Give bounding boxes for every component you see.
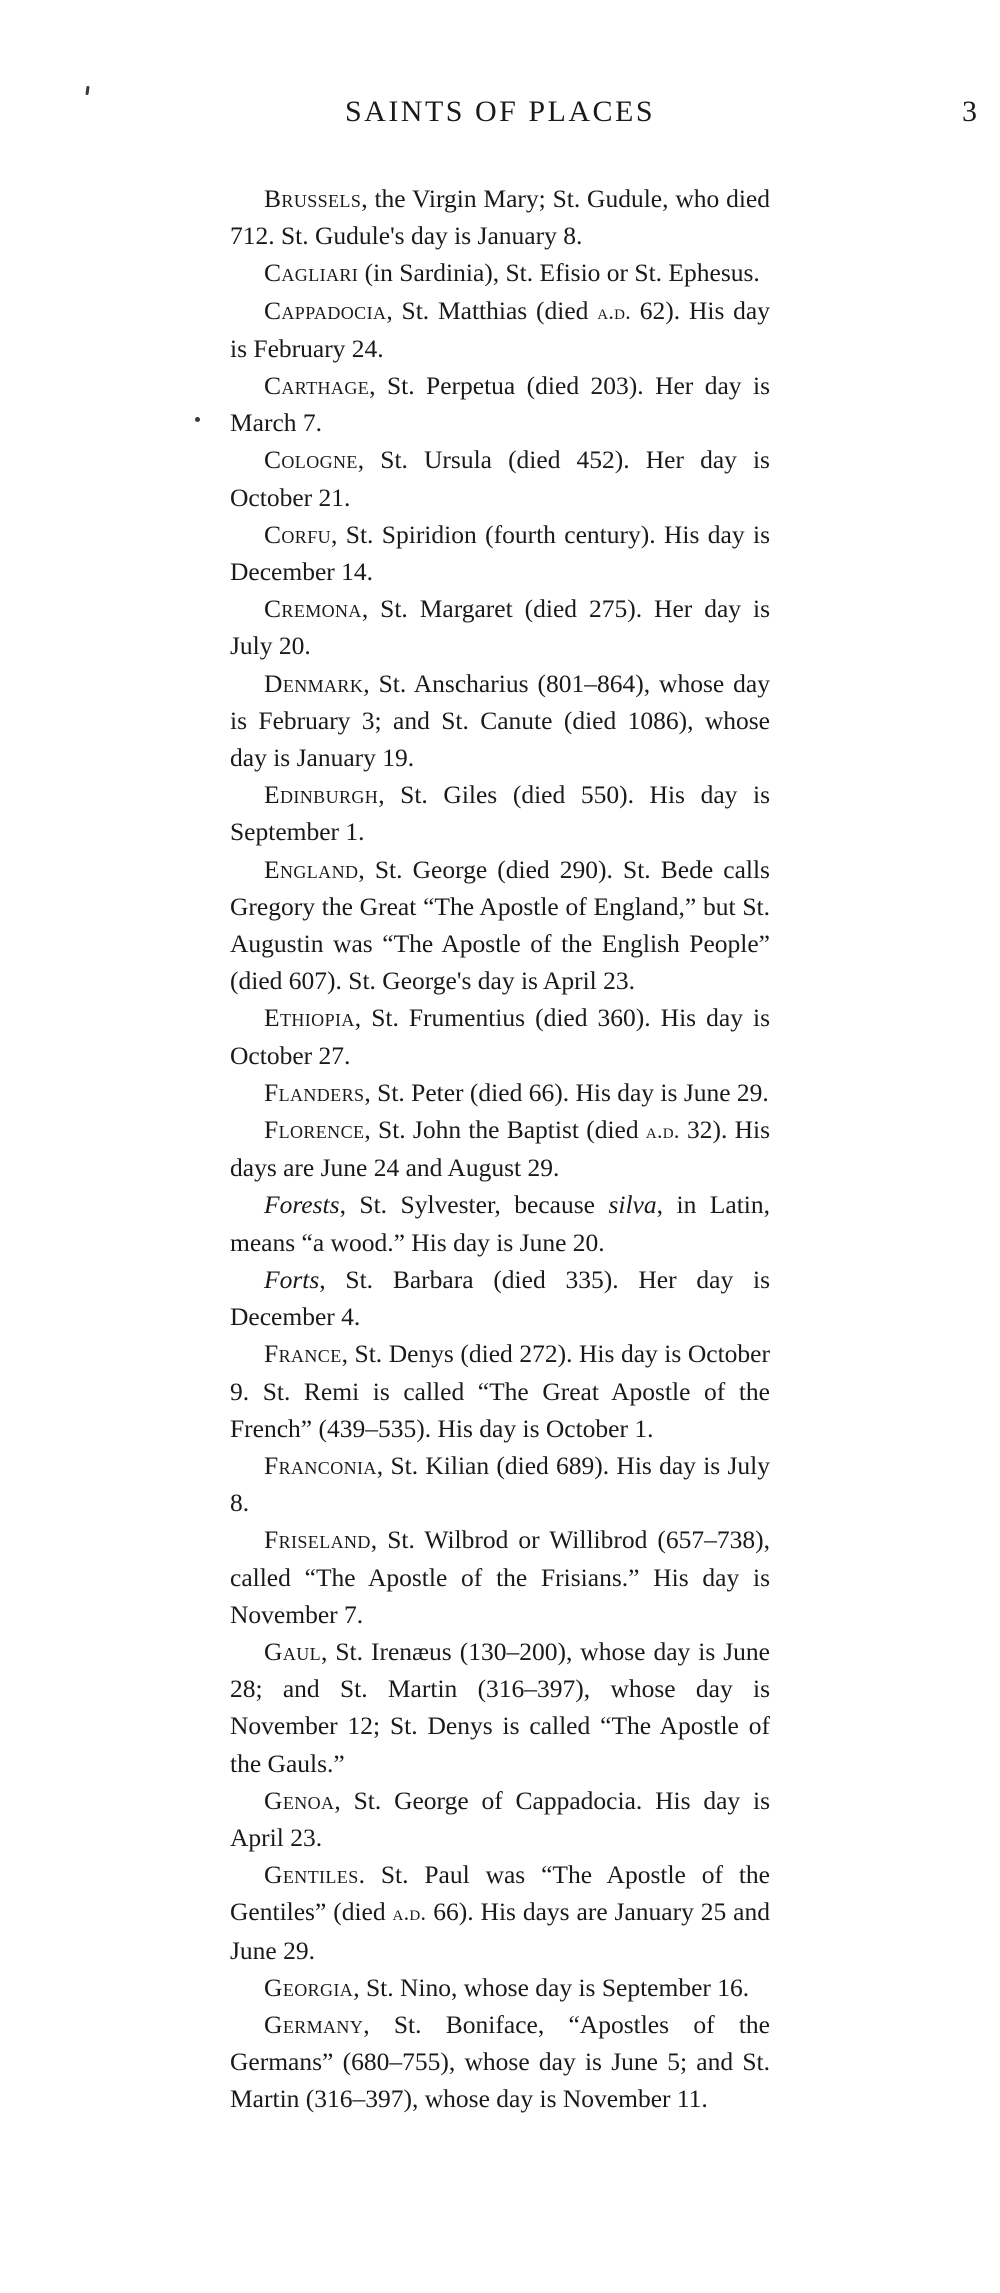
entry-text: , St. Giles (died 550). His day is September 1. xyxy=(230,780,770,847)
entry-headword: Friseland xyxy=(264,1525,371,1555)
entry-text: . St. Paul was “The Apostle of the Gentiles” (died xyxy=(230,1860,770,1927)
dictionary-entry xyxy=(230,999,770,1073)
dictionary-entry xyxy=(230,1856,770,1969)
dictionary-entry xyxy=(230,1447,770,1521)
entry-text: , the Virgin Mary; St. Gudule, who died 712. St. Gudule's day is January 8. xyxy=(230,184,770,251)
entry-italic-term: Forts xyxy=(264,1264,320,1294)
entry-headword: Edinburgh xyxy=(264,780,379,810)
entry-headword: France xyxy=(264,1339,342,1369)
entry-headword: Gaul xyxy=(264,1636,322,1666)
entry-text: , St. Barbara (died 335). Her day is December 4. xyxy=(230,1264,770,1332)
entry-text: , St. Ursula (died 452). Her day is October 21. xyxy=(230,445,770,512)
entry-abbreviation: a.d. xyxy=(645,1118,680,1144)
entry-text: , St. John the Baptist (died xyxy=(364,1115,646,1145)
dictionary-entry xyxy=(230,1186,770,1260)
entry-headword: Cappadocia xyxy=(264,295,387,325)
dictionary-entry xyxy=(230,180,770,254)
entry-italic-term: silva xyxy=(608,1190,657,1220)
entry-text: , St. Peter (died 66). His day is June 29. xyxy=(364,1077,769,1107)
entry-text: (in Sardinia), St. Efisio or St. Ephesus. xyxy=(358,258,760,288)
dictionary-entry xyxy=(230,367,770,441)
dictionary-entry xyxy=(230,1782,770,1856)
entry-text: , St. Frumentius (died 360). His day is October 27. xyxy=(230,1003,770,1070)
entry-text: , St. Kilian (died 689). His day is July 8. xyxy=(230,1450,770,1518)
entry-headword: Carthage xyxy=(264,371,370,401)
entry-abbreviation: a.d. xyxy=(392,1900,427,1926)
dictionary-entry xyxy=(230,590,770,664)
entry-headword: Genoa xyxy=(264,1785,335,1815)
entry-headword: Germany xyxy=(264,2009,364,2039)
entry-headword: Brussels xyxy=(264,184,362,213)
entry-text: , St. Nino, whose day is September 16. xyxy=(353,1972,750,2002)
dictionary-entry xyxy=(230,1633,770,1782)
dictionary-entry xyxy=(230,2006,770,2118)
dictionary-entry xyxy=(230,1969,770,2006)
entry-text: , St. Denys (died 272). His day is October 9. St. Remi is called “The Great Apostle of the French” (439–535). His day is October 1. xyxy=(230,1339,770,1443)
dictionary-entry xyxy=(230,292,770,367)
entry-headword: Florence xyxy=(264,1115,365,1145)
page-number: 3 xyxy=(962,95,978,128)
entry-text: , St. Wilbrod or Willibrod (657–738), called “The Apostle of the Frisians.” His day is November 7. xyxy=(230,1525,770,1629)
entry-text: , St. Perpetua (died 203). Her day is March 7. xyxy=(230,371,770,438)
entry-text: , St. Sylvester, because xyxy=(339,1190,609,1220)
entry-headword: Cremona xyxy=(264,594,362,624)
entry-headword: Ethiopia xyxy=(264,1003,355,1033)
entry-text: , St. Spiridion (fourth century). His day is December 14. xyxy=(230,519,770,587)
entry-headword: Georgia xyxy=(264,1972,354,2002)
entry-headword: Cologne xyxy=(264,445,358,475)
dictionary-entry xyxy=(230,776,770,850)
dictionary-entry xyxy=(230,665,770,777)
dictionary-entry xyxy=(230,1335,770,1447)
entry-headword: Franconia xyxy=(264,1450,377,1480)
page-running-head: SAINTS OF PLACES xyxy=(344,95,656,128)
dictionary-entry xyxy=(230,1074,770,1111)
entry-abbreviation: a.d. xyxy=(597,298,632,324)
entry-headword: Corfu xyxy=(264,519,332,549)
entry-text: , St. Anscharius (801–864), whose day is February 3; and St. Canute (died 1086), whose day is January 19. xyxy=(230,668,770,773)
entry-text: 66). His days are January 25 and June 29. xyxy=(230,1897,770,1965)
page-speck-mark xyxy=(85,86,89,95)
dictionary-entry xyxy=(230,1111,770,1186)
entry-text: 32). His days are June 24 and August 29. xyxy=(230,1115,770,1183)
page-speck-mark-secondary xyxy=(195,417,200,422)
body-text-block xyxy=(230,180,770,2118)
entry-headword: Denmark xyxy=(264,668,364,698)
entry-text: , St. Matthias (died xyxy=(386,295,598,325)
dictionary-entry xyxy=(230,1261,770,1335)
entry-headword: Flanders xyxy=(264,1077,365,1107)
entry-text: , in Latin, means “a wood.” His day is June 20. xyxy=(230,1190,770,1257)
dictionary-entry xyxy=(230,254,770,291)
dictionary-entry xyxy=(230,851,770,1000)
entry-text: , St. Boniface, “Apostles of the Germans” (680–755), whose day is June 5; and St. Martin (316–397), whose day is November 11. xyxy=(230,2009,770,2114)
dictionary-entry xyxy=(230,441,770,515)
entry-text: 62). His day is February 24. xyxy=(230,295,770,363)
dictionary-entry xyxy=(230,1521,770,1633)
entry-text: , St. Irenæus (130–200), whose day is June 28; and St. Martin (316–397), whose day is November 12; St. Denys is called “The Apostle of the Gauls.” xyxy=(230,1636,770,1778)
entry-text: , St. Margaret (died 275). Her day is July 20. xyxy=(230,594,770,661)
entry-headword: Gentiles xyxy=(264,1860,359,1890)
dictionary-entry xyxy=(230,516,770,590)
entry-italic-term: Forests xyxy=(264,1190,340,1220)
entry-text: , St. George (died 290). St. Bede calls Gregory the Great “The Apostle of England,” but St. Augustin was “The Apostle of the English People” (died 607). St. George's day is April 23. xyxy=(230,854,770,996)
entry-headword: England xyxy=(264,854,359,884)
entry-headword: Cagliari xyxy=(264,258,359,288)
entry-text: , St. George of Cappadocia. His day is April 23. xyxy=(230,1785,770,1852)
